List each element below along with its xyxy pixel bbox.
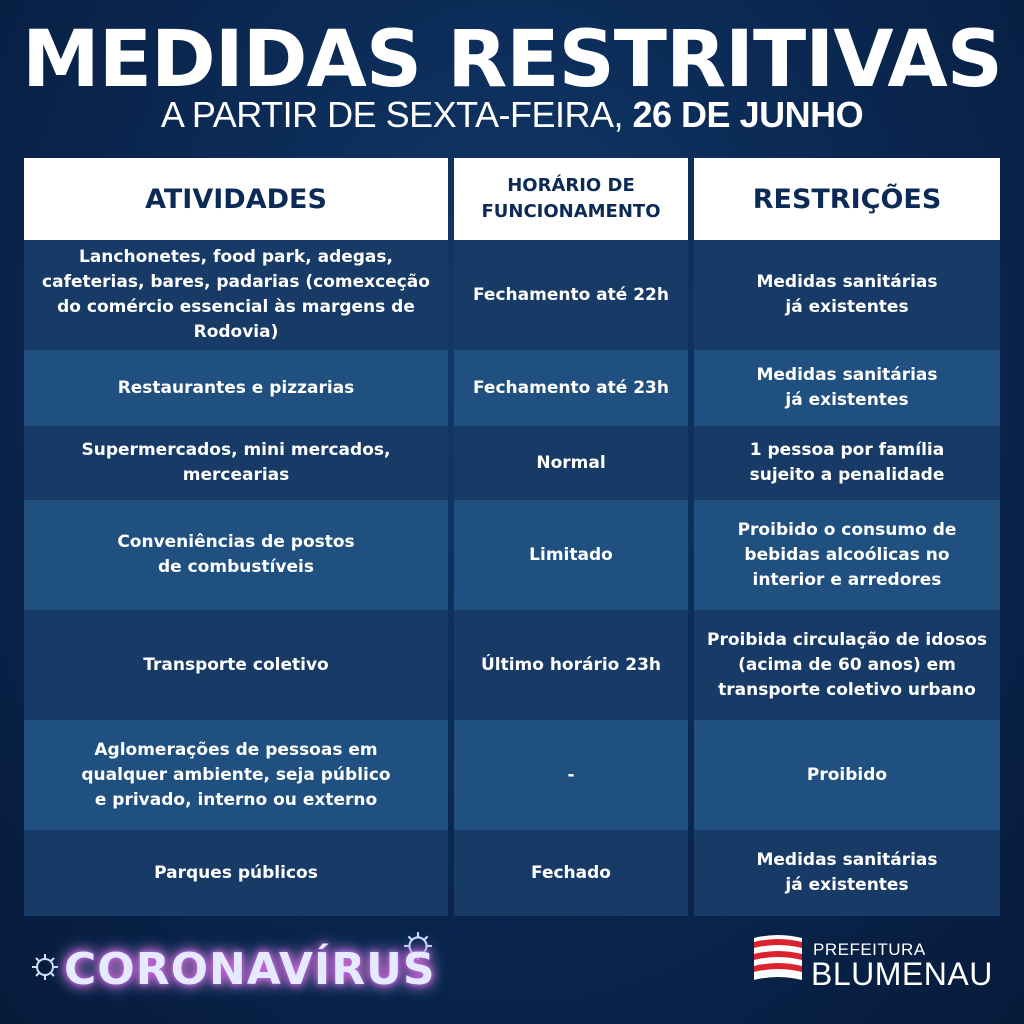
cell-horario: Fechado <box>454 830 688 916</box>
cell-restricao: Proibido o consumo de bebidas alcoólicas no interior e arredores <box>694 500 1000 610</box>
cell-atividade: Aglomerações de pessoas em qualquer ambiente, seja público e privado, interno ou externo <box>24 720 448 830</box>
org-label-big: BLUMENAU <box>811 956 993 992</box>
campaign-title: CORONAVÍRUS <box>64 944 436 995</box>
cell-restricao: Proibido <box>694 720 1000 830</box>
header-horario: HORÁRIO DE FUNCIONAMENTO <box>454 158 688 240</box>
cell-horario: Normal <box>454 426 688 500</box>
table-row <box>24 240 1000 350</box>
subtitle-date: 26 DE JUNHO <box>632 94 864 135</box>
header-restricoes: RESTRIÇÕES <box>694 158 1000 240</box>
cell-atividade: Parques públicos <box>24 830 448 916</box>
page-subtitle <box>0 94 1024 136</box>
table-row <box>24 500 1000 610</box>
cell-atividade: Conveniências de postos de combustíveis <box>24 500 448 610</box>
table-row <box>24 720 1000 830</box>
cell-atividade: Transporte coletivo <box>24 610 448 720</box>
table-row <box>24 610 1000 720</box>
cell-horario: Último horário 23h <box>454 610 688 720</box>
cell-horario: Fechamento até 22h <box>454 240 688 350</box>
cell-horario: Limitado <box>454 500 688 610</box>
cell-restricao: Proibida circulação de idosos (acima de 60 anos) em transporte coletivo urbano <box>694 610 1000 720</box>
cell-restricao: Medidas sanitárias já existentes <box>694 240 1000 350</box>
cell-atividade: Restaurantes e pizzarias <box>24 350 448 426</box>
table-row <box>24 426 1000 500</box>
blumenau-flag-logo <box>750 932 806 988</box>
cell-atividade: Lanchonetes, food park, adegas, cafeterias, bares, padarias (comexceção do comércio essencial às margens de Rodovia) <box>24 240 448 350</box>
cell-atividade: Supermercados, mini mercados, mercearias <box>24 426 448 500</box>
org-label-small: PREFEITURA <box>813 940 926 959</box>
cell-horario: Fechamento até 23h <box>454 350 688 426</box>
cell-horario: - <box>454 720 688 830</box>
table-header-row <box>24 158 1000 240</box>
cell-restricao: Medidas sanitárias já existentes <box>694 830 1000 916</box>
virus-icon <box>30 952 60 982</box>
header-atividades: ATIVIDADES <box>24 158 448 240</box>
table-body <box>24 240 1000 916</box>
cell-restricao: Medidas sanitárias já existentes <box>694 350 1000 426</box>
page-title: MEDIDAS RESTRITIVAS <box>22 15 1002 105</box>
table-row <box>24 350 1000 426</box>
table-row <box>24 830 1000 916</box>
subtitle-prefix: A PARTIR DE SEXTA-FEIRA, <box>160 94 633 135</box>
restrictions-table <box>24 158 1000 916</box>
cell-restricao: 1 pessoa por família sujeito a penalidade <box>694 426 1000 500</box>
